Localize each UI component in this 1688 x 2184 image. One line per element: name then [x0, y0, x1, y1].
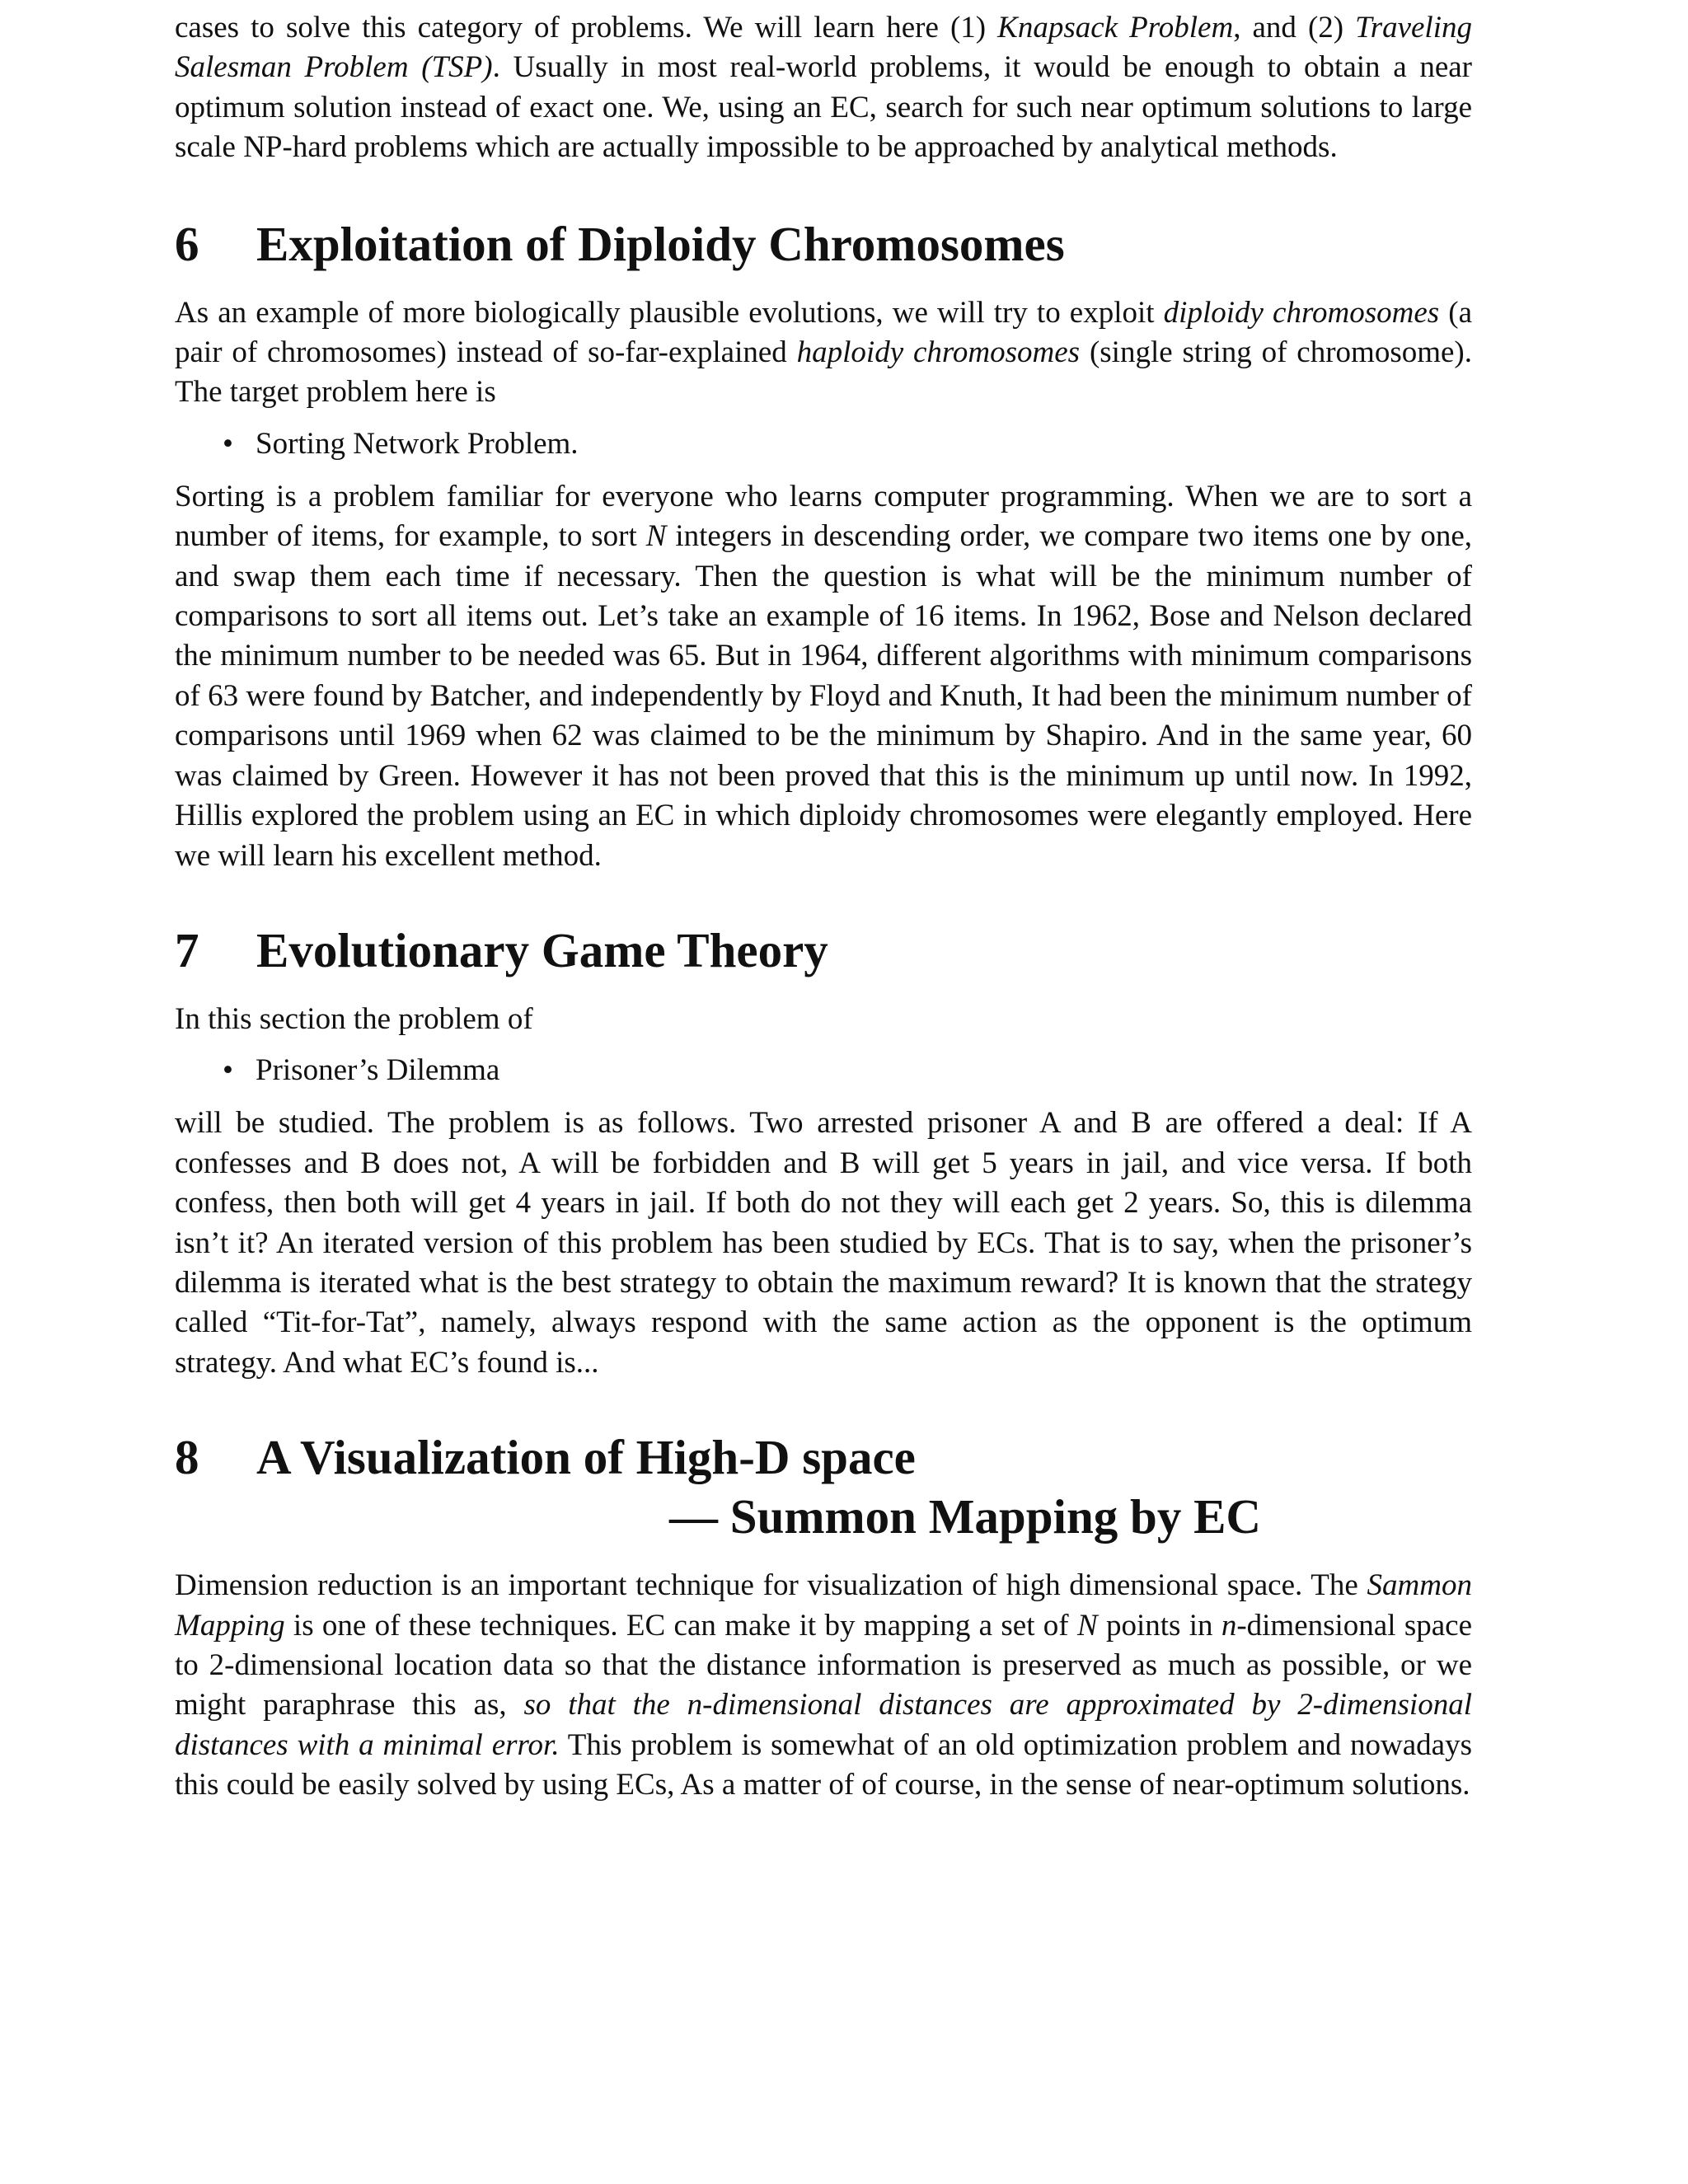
bullet-icon: •	[223, 1053, 233, 1088]
list-item	[175, 1051, 1472, 1090]
document-page	[175, 0, 1472, 1806]
italic-run: Traveling Salesman Problem (TSP)	[175, 11, 1472, 85]
italic-run: N	[645, 519, 667, 554]
italic-run: n	[1221, 1608, 1237, 1643]
list-item-text: Sorting Network Problem.	[256, 426, 579, 461]
text-run: -dimensional space to 2-dimensional location data so that the distance information is preserved as much as possible, or we might paraphrase this as,	[175, 1608, 1472, 1722]
italic-run: N	[1076, 1608, 1098, 1643]
section-number: 6	[175, 216, 199, 271]
text-run: Sorting is a problem familiar for everyone who learns computer programming. When we are to sort a number of items, for example, to sort	[175, 479, 1472, 554]
section-number: 8	[175, 1430, 199, 1485]
text-run: (a pair of chromosomes) instead of so-far-explained	[175, 295, 1473, 370]
section-7-paragraph-1: In this section the problem of	[175, 1001, 533, 1036]
text-run: Dimension reduction is an important technique for visualization of high dimensional space. The	[175, 1568, 1367, 1603]
section-title: Exploitation of Diploidy Chromosomes	[256, 216, 1065, 271]
text-run: This problem is somewhat of an old optimization problem and nowadays this could be easily solved by using ECs, As a matter of of course, in the sense of near-optimum solutions.	[175, 1727, 1472, 1802]
section-title: Evolutionary Game Theory	[256, 922, 828, 977]
text-run: points in	[1097, 1608, 1221, 1643]
text-run: As an example of more biologically plausible evolutions, we will try to exploit	[175, 295, 1164, 330]
section-8-heading	[175, 1427, 1472, 1487]
text-run: is one of these techniques. EC can make it by mapping a set of	[284, 1608, 1077, 1643]
text-run: (single string of chromosome). The target problem here is	[175, 335, 1473, 410]
text-run: integers in descending order, we compare two items one by one, and swap them each time if necessary. Then the question is what will be the minimum number of comparisons to sort all items out. Let’s take an example of 16 items. In 1962, Bose and Nelson declared the minimum number to be needed was 65. But in 1964, different algorithms with minimum comparisons of 63 were found by Batcher, and independently by Floyd and Knuth, It had been the minimum number of comparisons until 1969 when 62 was claimed to be the minimum by Shapiro. And in the same year, 60 was claimed by Green. However it has not been proved that this is the minimum up until now. In 1992, Hillis explored the problem using an EC in which diploidy chromosomes were elegantly employed. Here we will learn his excellent method.	[175, 519, 1472, 873]
section-6-list	[175, 424, 1472, 464]
list-item-text: Prisoner’s Dilemma	[256, 1053, 500, 1088]
section-8-paragraph-1	[175, 1566, 1472, 1805]
section-8-heading-continuation: — Summon Mapping by EC	[669, 1489, 1262, 1544]
section-7-heading	[175, 921, 1472, 980]
section-7-paragraph-2: will be studied. The problem is as follows. Two arrested prisoner A and B are offered a deal: If A confesses and B does not, A will be forbidden and B will get 5 years in jail, and vice versa. If both confess, then both will get 4 years in jail. If both do not they will each get 2 years. So, this is dilemma isn’t it? An iterated version of this problem has been studied by ECs. That is to say, when the prisoner’s dilemma is iterated what is the best strategy to obtain the maximum reward? It is known that the strategy called “Tit-for-Tat”, namely, always respond with the same action as the opponent is the optimum strategy. And what EC’s found is...	[175, 1106, 1472, 1380]
section-title: A Visualization of High-D space	[256, 1430, 916, 1485]
italic-run: Sammon Mapping	[175, 1568, 1472, 1643]
section-6-paragraph-1	[175, 293, 1472, 413]
text-run: cases to solve this category of problems. We will learn here (1)	[175, 11, 998, 45]
italic-run: Knapsack Problem	[997, 11, 1234, 45]
section-7-list	[175, 1051, 1472, 1090]
list-item	[175, 424, 1472, 464]
section-6-heading	[175, 214, 1472, 274]
italic-run: so that the n-dimensional distances are approximated by 2-dimensional distances with a minimal error.	[175, 1688, 1472, 1762]
text-run: . Usually in most real-world problems, it would be enough to obtain a near optimum solution instead of exact one. We, using an EC, search for such near optimum solutions to large scale NP-hard problems which are actually impossible to be approached by analytical methods.	[175, 50, 1472, 165]
intro-paragraph	[175, 8, 1472, 168]
section-number: 7	[175, 922, 199, 977]
section-6-paragraph-2	[175, 477, 1472, 876]
italic-run: haploidy chromosomes	[796, 335, 1081, 370]
bullet-icon: •	[223, 426, 233, 461]
italic-run: diploidy chromosomes	[1163, 295, 1440, 330]
text-run: , and (2)	[1233, 11, 1356, 45]
